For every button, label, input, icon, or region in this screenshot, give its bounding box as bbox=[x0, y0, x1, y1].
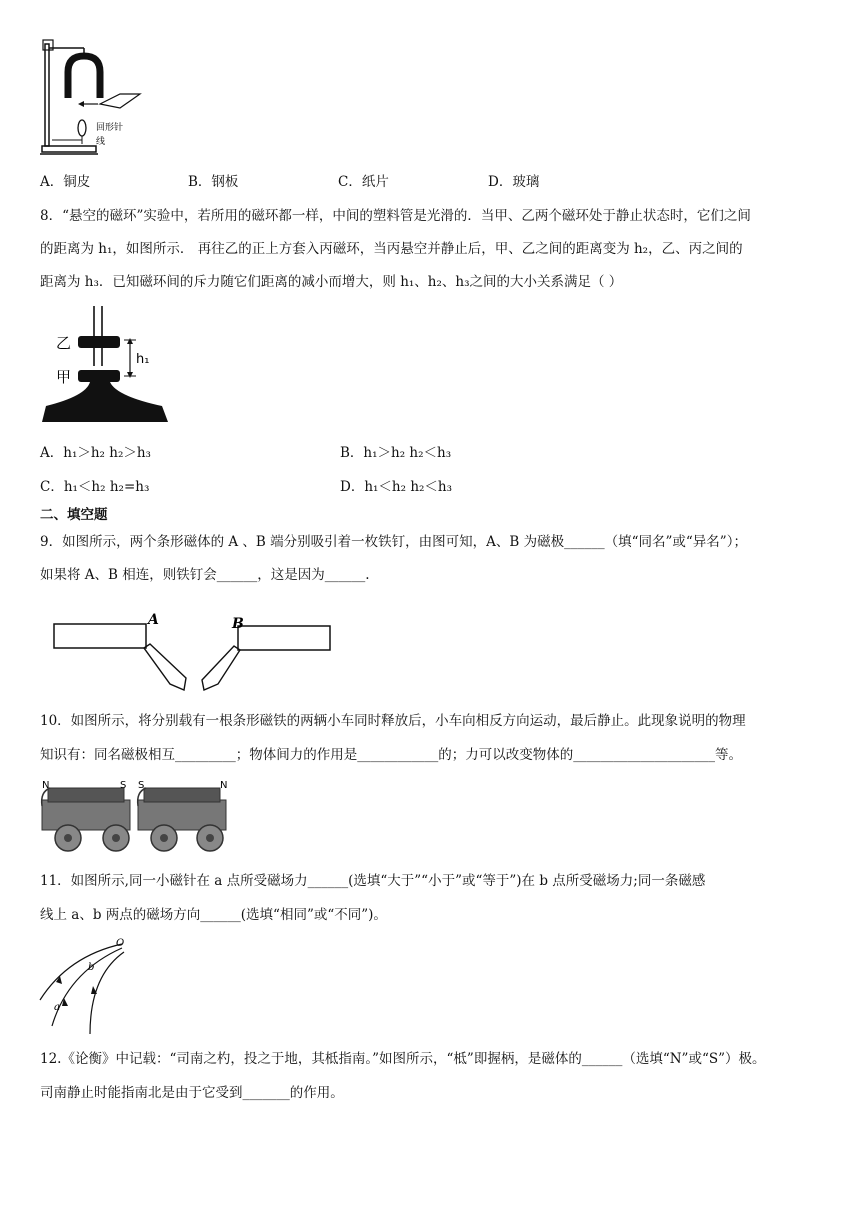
q10-figure-s2: S bbox=[138, 780, 145, 791]
q8-option-d: D．h₁＜h₂ h₂＜h₃ bbox=[340, 479, 453, 495]
q11-line-1: 11．如图所示,同一小磁针在 a 点所受磁场力______(选填“大于”“小于”或“等于”)在 b 点所受磁场力;同一条磁感 bbox=[40, 873, 706, 889]
q9-line-1: 9．如图所示，两个条形磁体的 A 、B 端分别吸引着一枚铁钉，由图可知，A、B 为磁极______（填“同名”或“异名”）； bbox=[40, 534, 747, 550]
q8-figure-gap-label: h₁ bbox=[136, 352, 150, 367]
q8-option-c: C．h₁＜h₂ h₂=h₃ bbox=[40, 479, 150, 495]
q10-figure-n1: N bbox=[42, 780, 50, 791]
q7-option-c: C．纸片 bbox=[338, 174, 389, 190]
q9-figure-label-a: A bbox=[148, 612, 159, 628]
q11-line-2: 线上 a、b 两点的磁场方向______(选填“相同”或“不同”)。 bbox=[40, 907, 387, 923]
q10-line-1: 10．如图所示，将分别载有一根条形磁铁的两辆小车同时释放后，小车向相反方向运动，最后静止。此现象说明的物理 bbox=[40, 713, 746, 729]
q8-figure bbox=[38, 306, 178, 428]
q7-option-a: A．铜皮 bbox=[40, 174, 91, 190]
q11-figure-label-a: a bbox=[54, 1002, 60, 1013]
section-heading: 二、填空题 bbox=[40, 507, 108, 523]
q11-figure-label-o: O bbox=[116, 938, 125, 949]
q10-figure-s1: S bbox=[120, 780, 127, 791]
q9-figure-label-b: B bbox=[232, 616, 244, 632]
q7-option-b: B．钢板 bbox=[188, 174, 239, 190]
q12-line-1: 12.《论衡》中记载：“司南之杓，投之于地，其柢指南。”如图所示，“柢”即握柄，是磁体的______（选填“N”或“S”）极。 bbox=[40, 1051, 766, 1067]
q11-figure bbox=[38, 936, 134, 1036]
q8-line-2: 的距离为 h₁，如图所示． 再往乙的正上方套入丙磁环，当丙悬空并静止后，甲、乙之间的距离变为 h₂，乙、丙之间的 bbox=[40, 241, 743, 257]
q8-option-a: A．h₁＞h₂ h₂＞h₃ bbox=[40, 445, 151, 461]
q7-figure-label2: 线 bbox=[96, 137, 106, 147]
q7-figure bbox=[38, 36, 158, 160]
q8-figure-lower-label: 甲 bbox=[56, 368, 72, 386]
q10-figure bbox=[38, 776, 234, 858]
q9-figure bbox=[52, 612, 352, 696]
q10-figure-n2: N bbox=[220, 780, 228, 791]
q7-option-d: D．玻璃 bbox=[488, 174, 540, 190]
q11-figure-label-b: b bbox=[88, 962, 95, 973]
q8-line-1: 8．“悬空的磁环”实验中，若所用的磁环都一样，中间的塑料管是光滑的．当甲、乙两个磁环处于静止状态时，它们之间 bbox=[40, 208, 751, 224]
q8-figure-upper-label: 乙 bbox=[56, 334, 72, 352]
q7-figure-label: 回形针 bbox=[96, 123, 124, 133]
q10-line-2: 知识有：同名磁极相互_________；物体间力的作用是____________的；力可以改变物体的_____________________等。 bbox=[40, 747, 742, 763]
q8-option-b: B．h₁＞h₂ h₂＜h₃ bbox=[340, 445, 452, 461]
q12-line-2: 司南静止时能指南北是由于它受到_______的作用。 bbox=[40, 1085, 344, 1101]
q9-line-2: 如果将 A、B 相连，则铁钉会______，这是因为______. bbox=[40, 567, 370, 583]
q8-line-3: 距离为 h₃．已知磁环间的斥力随它们距离的减小而增大，则 h₁、h₂、h₃之间的大小关系满足（ ） bbox=[40, 274, 623, 290]
